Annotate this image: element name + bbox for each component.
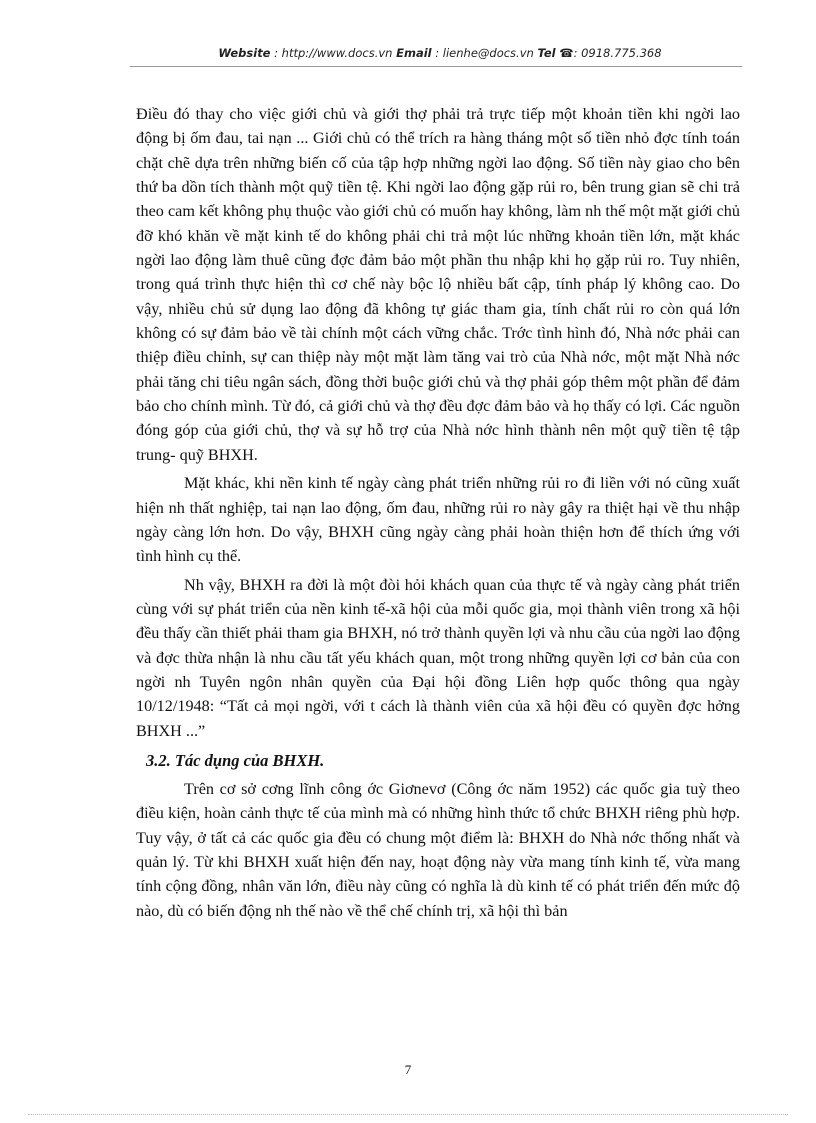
page-number: 7 [404,1062,412,1077]
paragraph-1: Điều đó thay cho việc giới chủ và giới thợ phải trả trực tiếp một khoản tiền khi ngời lao động bị ốm đau, tai nạn ... Giới chủ có thể trích ra hàng tháng một số tiền nhỏ đợc tính toán chặt chẽ dựa trên những biến cố của tập hợp những ngời lao động. Số tiền này giao cho bên thứ ba dồn tích thành một quỹ tiền tệ. Khi ngời lao động gặp rủi ro, bên trung gian sẽ chi trả theo cam kết không phụ thuộc vào giới chủ có muốn hay không, làm nh thế một mặt giới chủ đỡ khó khăn về mặt kinh tế do không phải chi trả một lúc những khoản tiền lớn, mặt khác ngời lao động làm thuê cũng đợc đảm bảo một phần thu nhập khi họ gặp rủi ro. Tuy nhiên, trong quá trình thực hiện thì cơ chế này bộc lộ nhiều bất cập, tính pháp lý không cao. Do vậy, nhiều chủ sử dụng lao động đã không tự giác tham gia, tính chất rủi ro còn quá lớn không có sự đảm bảo về tài chính một cách vững chắc. Trớc tình hình đó, Nhà nớc phải can thiệp điều chỉnh, sự can thiệp này một mặt làm tăng vai trò của Nhà nớc, một mặt Nhà nớc phải tăng chi tiêu ngân sách, đồng thời buộc giới chủ và thợ phải góp thêm một phần để đảm bảo cho chính mình. Từ đó, cả giới chủ và thợ đều đợc đảm bảo và họ thấy có lợi. Các nguồn đóng góp của giới chủ, thợ và sự hỗ trợ của Nhà nớc hình thành nên một quỹ tiền tệ tập trung- quỹ BHXH. [136,105,740,464]
tel-label: Tel [537,46,556,60]
email-label: Email [396,46,432,60]
phone-icon: ☎ [559,46,574,60]
email-value: : lienhe@docs.vn [435,46,534,60]
section-paragraph: Trên cơ sở cơng lĩnh công ớc Giơnevơ (Công ớc năm 1952) các quốc gia tuỳ theo điều kiện, hoàn cảnh thực tế của mình mà có những hình thức tổ chức BHXH riêng phù hợp. Tuy vậy, ở tất cả các quốc gia đều có chung một điểm là: BHXH do Nhà nớc thống nhất và quản lý. Từ khi BHXH xuất hiện đến nay, hoạt động này vừa mang tính kinh tế, vừa mang tính cộng đồng, nhân văn lớn, điều này cũng có nghĩa là dù kinh tế có phát triển đến mức độ nào, dù có biến động nh thế nào về thể chế chính trị, xã hội thì bản [136,779,740,920]
page-bottom-divider [28,1114,788,1115]
header-divider [130,66,742,67]
paragraph-2: Mặt khác, khi nền kinh tế ngày càng phát triển những rủi ro đi liền với nó cũng xuất hiện nh thất nghiệp, tai nạn lao động, ốm đau, những rủi ro này gây ra thiệt hại về thu nhập ngày càng lớn hơn. Do vậy, BHXH cũng ngày càng phải hoàn thiện hơn để thích ứng với tình hình cụ thể. [136,474,740,566]
document-body [136,102,740,923]
paragraph-3: Nh vậy, BHXH ra đời là một đòi hỏi khách quan của thực tế và ngày càng phát triển cùng với sự phát triển của nền kinh tế-xã hội của mỗi quốc gia, mọi thành viên trong xã hội đều thấy cần thiết phải tham gia BHXH, nó trở thành quyền lợi và nhu cầu của ngời lao động và đợc thừa nhận là nhu cầu tất yếu khách quan, một trong những quyền lợi cơ bản của con ngời nh Tuyên ngôn nhân quyền của Đại hội đồng Liên hợp quốc thông qua ngày 10/12/1948: “Tất cả mọi ngời, với t cách là thành viên của xã hội đều có quyền đợc hởng BHXH ...” [136,575,740,740]
website-value: : http://www.docs.vn [274,46,393,60]
tel-value: : 0918.775.368 [573,46,662,60]
page-header [138,46,742,60]
section-heading: 3.2. Tác dụng của BHXH. [146,750,325,770]
website-label: Website [218,46,271,60]
